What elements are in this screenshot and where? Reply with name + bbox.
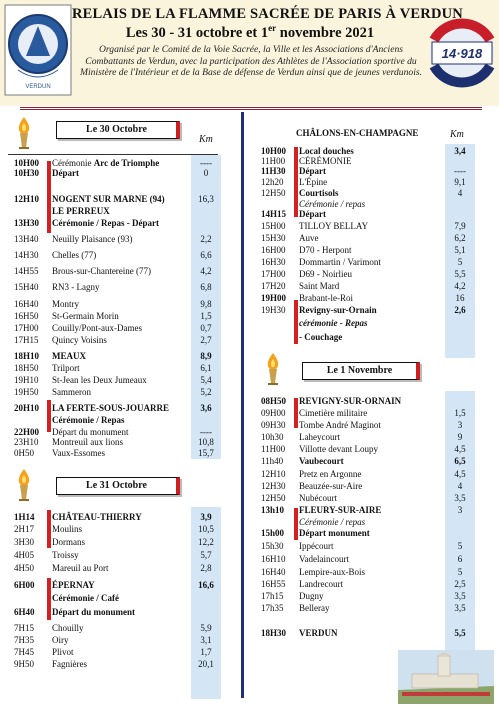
row-km: 9,8 — [200, 299, 212, 309]
row-place: Cérémonie / repas — [299, 517, 366, 527]
row-time: 10H00 — [14, 158, 40, 168]
row-place: ÉPERNAY — [52, 580, 95, 590]
row-time: 16H50 — [14, 311, 39, 321]
row-time: 14H30 — [14, 250, 39, 260]
row-time: 4H05 — [14, 550, 34, 560]
row-km: 2,2 — [200, 234, 212, 244]
row-km: 5,7 — [200, 550, 212, 560]
row-place: cérémonie - Repas — [299, 318, 368, 328]
row-time: 16H30 — [261, 257, 286, 267]
row-place: Vaux-Essomes — [52, 448, 105, 458]
page-title: RELAIS DE LA FLAMME SACRÉE DE PARIS À VERDUN — [72, 6, 463, 22]
row-place: NOGENT SUR MARNE (94) — [52, 194, 165, 204]
row-km: 5,1 — [454, 245, 466, 255]
row-km: 10,8 — [198, 437, 214, 447]
row-km: 2,6 — [454, 305, 466, 315]
row-place: Départ du monument — [52, 427, 129, 437]
row-km: 6,5 — [454, 456, 466, 466]
row-place: Cérémonie / Café — [52, 593, 119, 603]
row-time: 1H14 — [14, 512, 35, 522]
row-time: 11H30 — [261, 166, 286, 176]
row-km: 9 — [457, 432, 463, 442]
row-time: 09H00 — [261, 408, 286, 418]
centenaire-logo — [424, 10, 496, 96]
row-time: 18H10 — [14, 351, 40, 361]
row-place: L'Épine — [299, 177, 328, 187]
row-time: 17H00 — [261, 269, 286, 279]
row-time: 3H30 — [14, 537, 34, 547]
row-km: 10,5 — [198, 524, 214, 534]
row-place: Auve — [299, 233, 319, 243]
row-time: 18H30 — [261, 628, 287, 638]
row-time: 17h35 — [261, 603, 284, 613]
row-time: 12H10 — [261, 469, 286, 479]
row-time: 09H30 — [261, 420, 286, 430]
row-place: Cérémonie / Repas - Départ — [52, 218, 159, 228]
row-place: Moulins — [52, 524, 83, 534]
row-place: Brous-sur-Chantereine (77) — [52, 266, 152, 276]
row-km: 0 — [203, 168, 209, 178]
row-km: 15,7 — [198, 448, 214, 458]
row-km: 5,2 — [200, 387, 212, 397]
row-km: 7,9 — [454, 221, 466, 231]
schedule-day3 — [261, 393, 481, 663]
row-time: 14H55 — [14, 266, 39, 276]
row-place: Courtisols — [299, 188, 339, 198]
row-place: LE PERREUX — [52, 206, 110, 216]
row-place: D70 - Herpont — [299, 245, 352, 255]
row-place: - Couchage — [299, 332, 343, 342]
row-km: 2,8 — [200, 563, 212, 573]
row-place: RN3 - Lagny — [52, 282, 100, 292]
row-time: 2H17 — [14, 524, 34, 534]
row-place: Beauzée-sur-Aire — [299, 481, 363, 491]
row-place: Quincy Voisins — [52, 335, 107, 345]
row-time: 19H30 — [261, 305, 286, 315]
row-place: Cérémonie / Repas — [52, 415, 125, 425]
row-place: D69 - Noirlieu — [299, 269, 352, 279]
flame-icon — [14, 468, 34, 502]
row-place: Sammeron — [52, 387, 91, 397]
row-place: LA FERTE-SOUS-JOUARRE — [52, 403, 169, 413]
row-time: 20H10 — [14, 403, 40, 413]
row-place: Cérémonie / repas — [299, 199, 366, 209]
row-place: Troissy — [52, 550, 79, 560]
row-place: TILLOY BELLAY — [299, 221, 369, 231]
row-time: 9H50 — [14, 659, 34, 669]
row-place: Fagnières — [52, 659, 87, 669]
row-km: ---- — [200, 427, 212, 437]
row-place: Vaubecourt — [299, 456, 344, 466]
row-km: ---- — [454, 166, 466, 176]
row-place: Départ — [52, 168, 79, 178]
row-time: 10H30 — [14, 168, 40, 178]
row-place: Vadelaincourt — [299, 554, 349, 564]
row-km: ---- — [200, 158, 212, 168]
row-km: 8,9 — [200, 351, 212, 361]
chalons-heading: CHÂLONS-EN-CHAMPAGNE — [296, 128, 419, 138]
row-place: Chelles (77) — [52, 250, 97, 260]
row-km: 6 — [457, 554, 463, 564]
row-place: Départ — [299, 166, 326, 176]
row-km: 9,1 — [454, 177, 466, 187]
row-time: 12H50 — [261, 493, 286, 503]
row-place: Villotte devant Loupy — [299, 444, 378, 454]
row-km: 5 — [457, 541, 463, 551]
row-km: 6,1 — [200, 363, 212, 373]
row-km: 5,4 — [200, 375, 212, 385]
row-time: 10h30 — [261, 432, 284, 442]
row-place: Lempire-aux-Bois — [299, 567, 365, 577]
row-time: 15H00 — [261, 221, 286, 231]
svg-text:VERDUN: VERDUN — [25, 84, 51, 90]
row-place: St-Germain Morin — [52, 311, 119, 321]
row-time: 08H50 — [261, 396, 287, 406]
row-km: 3,5 — [454, 603, 466, 613]
row-place: Départ du monument — [52, 607, 136, 617]
row-km: 0,7 — [200, 323, 212, 333]
row-km: 3 — [457, 420, 463, 430]
row-km: 5,5 — [454, 269, 466, 279]
row-place: Neuilly Plaisance (93) — [52, 234, 133, 244]
row-time: 4H50 — [14, 563, 34, 573]
schedule-day1 — [14, 155, 224, 459]
km-header: Km — [199, 134, 213, 145]
row-place: Dugny — [299, 591, 324, 601]
row-place: Brabant-le-Roi — [299, 293, 353, 303]
row-time: 14H15 — [261, 209, 287, 219]
row-km: 4,2 — [454, 281, 466, 291]
row-km: 3,1 — [200, 635, 212, 645]
row-place: REVIGNY-SUR-ORNAIN — [299, 396, 402, 406]
row-place: Couilly/Pont-aux-Dames — [52, 323, 142, 333]
row-place: Trilport — [52, 363, 80, 373]
row-place-emphasis: Arc de Triomphe — [93, 158, 160, 168]
row-km: 3,5 — [454, 591, 466, 601]
row-place: Oiry — [52, 635, 69, 645]
row-km: 16,3 — [198, 194, 214, 204]
row-place: CÉRÉMONIE — [299, 156, 352, 166]
row-place: VERDUN — [299, 628, 338, 638]
row-place: Départ monument — [299, 528, 370, 538]
row-time: 12H50 — [261, 188, 286, 198]
row-time: 17H00 — [14, 323, 39, 333]
row-time: 17H15 — [14, 335, 39, 345]
row-time: 11H00 — [261, 444, 286, 454]
row-time: 16H40 — [261, 567, 286, 577]
schedule-day2 — [14, 509, 224, 699]
row-place: Revigny-sur-Ornain — [299, 305, 377, 315]
row-time: 23H10 — [14, 437, 39, 447]
row-km: 4 — [457, 188, 463, 198]
row-km: 2,5 — [454, 579, 466, 589]
schedule-day2b — [261, 144, 481, 360]
column-divider — [241, 112, 244, 698]
row-time: 19H00 — [261, 293, 287, 303]
row-place: Cérémonie Arc de Triomphe — [52, 158, 160, 168]
flame-icon — [14, 116, 34, 150]
row-time: 15h30 — [261, 541, 284, 551]
row-km: 16 — [455, 293, 465, 303]
row-place: Dommartin / Varimont — [299, 257, 381, 267]
row-place: Cimetière militaire — [299, 408, 368, 418]
row-km: 5,9 — [200, 623, 212, 633]
row-place: Tombe André Maginot — [299, 420, 381, 430]
km-header: Km — [450, 129, 464, 140]
row-km: 4,5 — [454, 444, 466, 454]
row-km: 1,5 — [454, 408, 466, 418]
row-place: FLEURY-SUR-AIRE — [299, 505, 382, 515]
row-km: 3,4 — [454, 146, 466, 156]
row-time: 15h00 — [261, 528, 285, 538]
row-place: Nubécourt — [299, 493, 337, 503]
row-km: 5,5 — [454, 628, 466, 638]
row-km: 1,7 — [200, 647, 212, 657]
row-time: 13h10 — [261, 505, 285, 515]
row-time: 12H10 — [14, 194, 40, 204]
row-km: 16,6 — [198, 580, 214, 590]
row-km: 6,6 — [200, 250, 212, 260]
row-time: 6H40 — [14, 607, 35, 617]
row-time: 22H00 — [14, 427, 40, 437]
page-subtitle: Organisé par le Comité de la Voie Sacrée, la Ville et les Associations d'Anciens Combattants de Verdun, avec la participation des Athlètes de l'Association sportive du Ministère de l'Intérieur et de la Base de défense de Verdun ainsi que de jeunes verdunois. — [79, 44, 422, 79]
ossuaire-photo — [398, 650, 494, 704]
row-time: 11h40 — [261, 456, 284, 466]
svg-text:14·918: 14·918 — [441, 46, 483, 61]
row-time: 10H00 — [261, 146, 287, 156]
row-time: 7H15 — [14, 623, 34, 633]
row-place: Dormans — [52, 537, 85, 547]
row-place: Local douches — [299, 146, 354, 156]
row-km: 3 — [457, 505, 463, 515]
row-km: 3,9 — [200, 512, 212, 522]
day-label-1-novembre: Le 1 Novembre — [302, 362, 420, 380]
row-place: Chouilly — [52, 623, 84, 633]
row-time: 18H50 — [14, 363, 39, 373]
row-km: 6,8 — [200, 282, 212, 292]
row-place: Montry — [52, 299, 79, 309]
row-km: 5 — [457, 257, 463, 267]
row-time: 15H40 — [14, 282, 39, 292]
header-separator — [20, 107, 482, 110]
row-time: 11H00 — [261, 156, 286, 166]
row-place: Montreuil aux lions — [52, 437, 123, 447]
row-km: 4 — [457, 481, 463, 491]
chalons-heading-wrap — [296, 128, 446, 140]
row-place: MEAUX — [52, 351, 86, 361]
row-time: 16H55 — [261, 579, 286, 589]
row-time: 0H50 — [14, 448, 34, 458]
row-place: Plivot — [52, 647, 74, 657]
row-km: 4,2 — [200, 266, 212, 276]
row-time: 19H10 — [14, 375, 39, 385]
row-time: 19H50 — [14, 387, 39, 397]
row-place: Mareuil au Port — [52, 563, 109, 573]
row-km: 6,2 — [454, 233, 466, 243]
row-time: 13H30 — [14, 218, 40, 228]
row-time: 12H30 — [261, 481, 286, 491]
row-place: Pretz en Argonne — [299, 469, 362, 479]
day-label-31-octobre: Le 31 Octobre — [56, 477, 180, 495]
row-place: Landrecourt — [299, 579, 343, 589]
row-place: Départ — [299, 209, 326, 219]
row-time: 16H00 — [261, 245, 286, 255]
header-banner — [0, 0, 499, 106]
row-km: 4,5 — [454, 469, 466, 479]
row-time: 7H45 — [14, 647, 34, 657]
row-km: 12,2 — [198, 537, 214, 547]
row-km: 3,5 — [454, 493, 466, 503]
row-time: 15H30 — [261, 233, 286, 243]
comite-voie-sacree-logo — [4, 4, 72, 96]
row-time: 7H35 — [14, 635, 34, 645]
row-time: 12h20 — [261, 177, 284, 187]
row-place: Saint Mard — [299, 281, 340, 291]
flame-icon — [263, 352, 283, 386]
row-time: 17H20 — [261, 281, 286, 291]
row-km: 20,1 — [198, 659, 214, 669]
row-time: 16H10 — [261, 554, 286, 564]
row-place: CHÂTEAU-THIERRY — [52, 512, 142, 522]
row-km: 5 — [457, 567, 463, 577]
row-km: 3,6 — [200, 403, 212, 413]
row-time: 13H40 — [14, 234, 39, 244]
row-km: 1,5 — [200, 311, 212, 321]
page-date-line: Les 30 - 31 octobre et 1er novembre 2021 — [125, 23, 375, 41]
row-km: 2,7 — [200, 335, 212, 345]
row-place: St-Jean les Deux Jumeaux — [52, 375, 147, 385]
row-place: Laheycourt — [299, 432, 340, 442]
day-label-30-octobre: Le 30 Octobre — [56, 121, 180, 139]
row-time: 17h15 — [261, 591, 284, 601]
row-time: 16H40 — [14, 299, 39, 309]
row-place: Ippécourt — [299, 541, 334, 551]
row-time: 6H00 — [14, 580, 35, 590]
row-place: Belleray — [299, 603, 330, 613]
